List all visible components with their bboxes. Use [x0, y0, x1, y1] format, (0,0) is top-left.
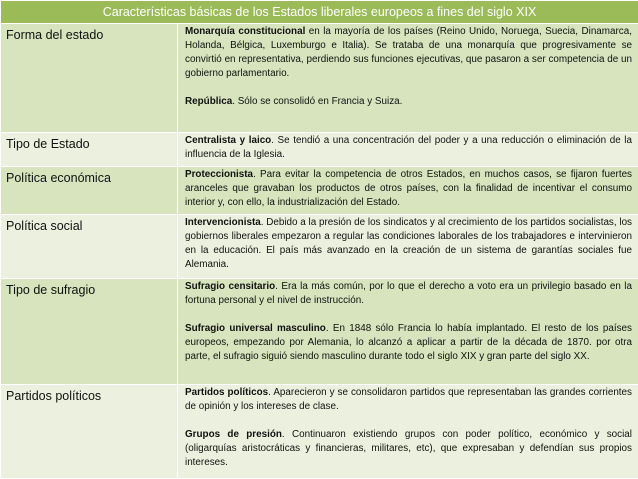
description-paragraph	[185, 322, 632, 364]
row-description	[178, 385, 638, 479]
description-text: . Era la más común, por lo que el derecho a voto era un privilegio basado en la fortuna personal y el nivel de instrucción.	[185, 281, 632, 306]
table-row	[1, 167, 638, 215]
description-text: . Se tendió a una concentración del poder y a una reducción o eliminación de la influencia de la Iglesia.	[185, 135, 632, 160]
description-paragraph	[185, 386, 632, 414]
bold-term: República	[185, 96, 233, 107]
row-label: Política económica	[1, 167, 178, 215]
table-header-row	[1, 1, 638, 24]
row-label: Tipo de sufragio	[1, 279, 178, 385]
description-text: . Sólo se consolidó en Francia y Suiza.	[232, 96, 403, 107]
table-row	[1, 215, 638, 279]
row-label: Política social	[1, 215, 178, 279]
description-paragraph	[185, 216, 632, 272]
row-description	[178, 24, 638, 133]
description-text: . En 1848 sólo Francia lo había implantado. El resto de los países europeos, empezando por Alemania, lo alcanzó a aplicar a partir de la década de 1870. por otra parte, el sufragio siguió siendo masculino durante todo el siglo XIX y gran parte del siglo XX.	[185, 323, 632, 362]
bold-term: Partidos políticos	[185, 387, 269, 398]
description-text: . Para evitar la competencia de otros Estados, en muchos casos, se fijaron fuertes aranceles que gravaban los productos de otros países, con la finalidad de incentivar el consumo interior y, con ello, la industrialización del Estado.	[185, 169, 632, 208]
bold-term: Sufragio universal masculino	[185, 323, 326, 334]
row-description	[178, 279, 638, 385]
row-label: Partidos políticos	[1, 385, 178, 479]
description-paragraph	[185, 280, 632, 308]
table-row	[1, 24, 638, 133]
bold-term: Proteccionista	[185, 169, 254, 180]
table-title: Características básicas de los Estados liberales europeos a fines del siglo XIX	[1, 1, 638, 24]
bold-term: Monarquía constitucional	[185, 26, 306, 37]
row-description	[178, 167, 638, 215]
table-row	[1, 279, 638, 385]
table-row	[1, 133, 638, 167]
description-text: . Debido a la presión de los sindicatos y al crecimiento de los partidos socialistas, los gobiernos liberales empezaron a regular las condiciones laborales de los trabajadores e intervinieron en la educación. El país más avanzado en la creación de un sistema de garantías sociales fue Alemania.	[185, 217, 632, 270]
bold-term: Intervencionista	[185, 217, 261, 228]
row-description	[178, 133, 638, 167]
bold-term: Sufragio censitario	[185, 281, 276, 292]
description-paragraph	[185, 428, 632, 470]
description-paragraph	[185, 95, 632, 109]
bold-term: Grupos de presión	[185, 429, 282, 440]
bold-term: Centralista y laico	[185, 135, 272, 146]
table-row	[1, 385, 638, 479]
row-description	[178, 215, 638, 279]
description-text: . Aparecieron y se consolidaron partidos que representaban las grandes corrientes de opinión y los intereses de clase.	[185, 387, 632, 412]
description-paragraph	[185, 134, 632, 162]
row-label: Tipo de Estado	[1, 133, 178, 167]
description-paragraph	[185, 168, 632, 210]
description-text: . Continuaron existiendo grupos con poder político, económico y social (oligarquías aristocráticas y financieras, militares, etc), que expresaban y defendían sus propios intereses.	[185, 429, 632, 468]
row-label: Forma del estado	[1, 24, 178, 133]
description-paragraph	[185, 25, 632, 81]
description-text: en la mayoría de los países (Reino Unido, Noruega, Suecia, Dinamarca, Holanda, Bélgica, Luxemburgo e Italia). Se trataba de una monarquía que progresivamente se convirtió en representativa, perdiendo sus funciones ejecutivas, que pasaron a ser competencia de un gobierno parlamentario.	[185, 26, 632, 79]
